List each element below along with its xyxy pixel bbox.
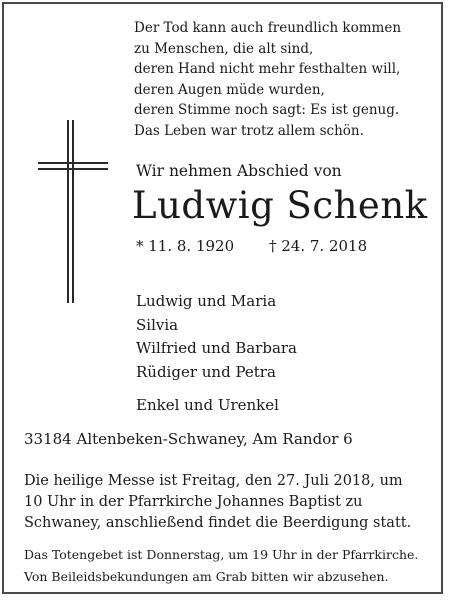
prayer-notes bbox=[24, 544, 418, 588]
mass-line: 10 Uhr in der Pfarrkirche Johannes Baptist zu bbox=[24, 494, 363, 510]
survivor-entry: Rüdiger und Petra bbox=[136, 362, 276, 381]
survivor-entry: Silvia bbox=[136, 315, 179, 334]
farewell-intro: Wir nehmen Abschied von bbox=[136, 162, 342, 180]
mass-announcement bbox=[24, 471, 411, 534]
poem bbox=[134, 18, 401, 141]
survivors-list bbox=[136, 290, 297, 384]
poem-line: deren Stimme noch sagt: Es ist genug. bbox=[134, 102, 400, 118]
poem-line: deren Hand nicht mehr festhalten will, bbox=[134, 61, 401, 77]
mass-line: Schwaney, anschließend findet die Beerdigung statt. bbox=[24, 515, 412, 531]
birth-date: * 11. 8. 1920 bbox=[136, 237, 235, 255]
survivor-entry: Wilfried und Barbara bbox=[136, 339, 298, 357]
poem-line: zu Menschen, die alt sind, bbox=[134, 40, 314, 57]
poem-line: Der Tod kann auch freundlich kommen bbox=[134, 20, 402, 36]
grandchildren-line: Enkel und Urenkel bbox=[136, 396, 279, 414]
survivor-entry: Ludwig und Maria bbox=[136, 292, 277, 310]
poem-line: deren Augen müde wurden, bbox=[134, 81, 325, 98]
obituary-notice bbox=[2, 2, 443, 594]
condolence-line: Von Beileidsbekundungen am Grab bitten wir abzusehen. bbox=[24, 569, 389, 584]
deceased-name: Ludwig Schenk bbox=[132, 184, 428, 227]
cross-icon bbox=[38, 120, 108, 303]
poem-line: Das Leben war trotz allem schön. bbox=[134, 122, 364, 139]
life-dates bbox=[136, 237, 368, 255]
mass-line: Die heilige Messe ist Freitag, den 27. Juli 2018, um bbox=[24, 473, 403, 489]
prayer-line: Das Totengebet ist Donnerstag, um 19 Uhr in der Pfarrkirche. bbox=[24, 547, 419, 562]
address-line: 33184 Altenbeken-Schwaney, Am Randor 6 bbox=[24, 430, 353, 448]
death-date: † 24. 7. 2018 bbox=[269, 237, 368, 255]
